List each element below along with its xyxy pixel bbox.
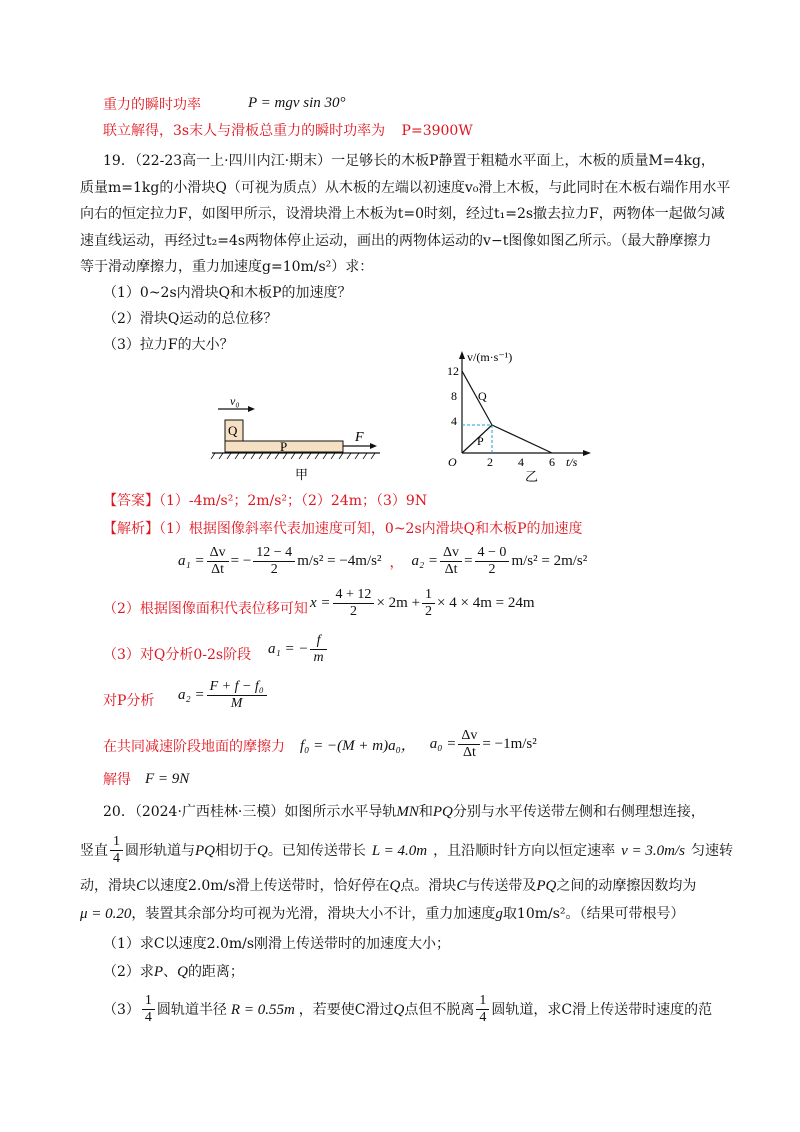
ground-hatch: [211, 453, 375, 459]
q20-sub2: [103, 962, 244, 982]
line-q: [462, 371, 492, 425]
eq-q: [268, 633, 329, 666]
answer-tag: 【答案】: [103, 493, 159, 509]
a0-frac-den: Δt: [462, 745, 476, 760]
q20-s3-frac2: [476, 993, 489, 1026]
answer-text: （1）-4m/s²；2m/s²；（2）24m；（3）9N: [159, 493, 428, 509]
eq-ground: [300, 728, 537, 761]
a2-frac1-num: Δv: [440, 545, 462, 562]
q20-l2a: 竖直: [80, 842, 108, 859]
q-lhs: a₁ = −: [268, 641, 309, 657]
q20-sub3: [103, 993, 712, 1026]
line-p-label: P: [477, 434, 484, 448]
q20-l1a: 20．（2024·广西桂林·三模）如图所示水平导轨: [103, 804, 397, 820]
combine-value: P=3900W: [401, 123, 473, 139]
xtick-4: 4: [518, 455, 524, 469]
q20-mu: μ = 0.20: [80, 906, 132, 922]
q20-s3f: 点但不脱离: [404, 1001, 475, 1018]
x-axis-arrow: [583, 450, 591, 456]
x-rhs: × 4 × 4m = 24m: [437, 595, 535, 611]
a2-lhs: a₂ =: [411, 553, 439, 569]
ground-friction-label: 在共同减速阶段地面的摩擦力: [103, 739, 285, 755]
q20-s2-q: Q: [177, 964, 188, 980]
q20-line2: [80, 834, 733, 867]
a1-rhs: m/s² = −4m/s²: [297, 553, 382, 569]
q20-l4b: ，装置其余部分均可视为光滑，滑块大小不计，重力加速度: [131, 906, 496, 922]
q20-l3g: 与传送带及: [466, 878, 537, 894]
q20-pq: PQ: [432, 804, 453, 820]
a0-frac-num: Δv: [458, 728, 480, 745]
p-lhs: a₂ =: [178, 687, 205, 703]
a1-frac2: [253, 545, 295, 578]
q20-s3a: （3）: [103, 1001, 140, 1018]
analysis-line1: [103, 519, 583, 539]
figure-yi-caption: 乙: [525, 469, 539, 484]
ytick-4: 4: [451, 414, 457, 428]
v0-arrowhead: [248, 406, 255, 412]
q20-l3-pq: PQ: [536, 878, 557, 894]
q20-l2f: 。已知传送带长: [267, 842, 366, 859]
q20-l2-pq: PQ: [195, 842, 215, 859]
q20-l3-q: Q: [389, 878, 401, 894]
q-frac-den: m: [313, 650, 324, 665]
q20-quarter-frac: [110, 834, 123, 867]
x-frac2: [422, 587, 435, 620]
a2-frac1-den: Δt: [444, 562, 458, 577]
a1-mid: = −: [230, 553, 252, 569]
q20-s3-frac-num: 1: [142, 993, 155, 1010]
gravity-power-label: 重力的瞬时功率: [103, 97, 201, 113]
q20-s3b: 圆轨道半径: [156, 1001, 227, 1018]
q20-g: g: [495, 906, 503, 922]
a1-lhs: a₁ =: [178, 553, 205, 569]
q19-line5: 等于滑动摩擦力，重力加速度g=10m/s²）求：: [80, 259, 374, 275]
board-p-label: P: [280, 439, 288, 454]
y-axis-label: v/(m·s⁻¹): [467, 350, 513, 364]
q20-line4: [80, 904, 685, 924]
q20-radius: R = 0.55m: [230, 1001, 295, 1018]
q19-line4: 速直线运动，再经过t₂=4s两物体停止运动，画出的两物体运动的v−t图像如图乙所示。（最大静摩擦力: [80, 233, 712, 249]
analysis-tag: 【解析】: [103, 521, 159, 537]
x-axis-label: t/s: [566, 455, 578, 469]
q20-l2b: 圆形轨道与: [125, 842, 195, 859]
eq-comma: ，: [389, 554, 404, 571]
a2-rhs: m/s² = 2m/s²: [511, 553, 588, 569]
q20-l1c: 和: [418, 804, 433, 820]
xtick-origin: O: [448, 455, 457, 469]
x-frac2-den: 2: [425, 604, 433, 619]
p-frac: [207, 679, 267, 712]
analysis2-text: （2）根据图像面积代表位移可知: [103, 601, 308, 617]
p-frac-num: F + f − f₀: [207, 679, 267, 696]
q19-sub3: （3）拉力F的大小？: [103, 337, 234, 353]
figure-jia: [200, 395, 385, 485]
q20-quarter-num: 1: [110, 834, 123, 851]
q19-sub1: （1）0~2s内滑块Q和木板P的加速度？: [103, 285, 352, 301]
a2-frac2-num: 4 − 0: [475, 545, 510, 562]
q20-l3i: 之间的动摩擦因数均为: [556, 878, 697, 894]
q20-line1: [103, 802, 705, 822]
v0-label: v₀: [230, 395, 240, 408]
x-frac1-num: 4 + 12: [333, 587, 375, 604]
q20-sub1: （1）求C以速度2.0m/s刚滑上传送带时的加速度大小；: [103, 936, 451, 952]
a1-frac1: [207, 545, 229, 578]
p-frac-den: M: [230, 696, 243, 711]
y-axis-arrow: [459, 351, 465, 359]
q20-quarter-den: 4: [113, 851, 120, 866]
figure-yi: [440, 345, 600, 485]
q19-sub2: （2）滑块Q运动的总位移？: [103, 311, 278, 327]
q20-l3-c2: C: [456, 878, 467, 894]
a1-frac1-den: Δt: [211, 562, 225, 577]
q20-s2c: 、: [163, 964, 178, 980]
eq-p: [178, 679, 269, 712]
line-q-label: Q: [478, 389, 487, 403]
q-frac: [310, 633, 326, 666]
q20-l2-q: Q: [257, 842, 268, 859]
q20-mn: MN: [396, 804, 419, 820]
solve-value: F = 9N: [145, 771, 190, 787]
q-frac-num: f: [310, 633, 326, 650]
combine-solve-text: [103, 121, 473, 141]
solve-label: 解得: [103, 772, 131, 788]
force-label: F: [355, 430, 364, 445]
q20-s3-frac2-den: 4: [479, 1010, 487, 1025]
a0-lhs: a₀ =: [429, 736, 457, 752]
q20-s3-frac: [142, 993, 155, 1026]
a1-frac1-num: Δv: [207, 545, 229, 562]
q20-l4d: 取10m/s²。（结果可带根号）: [502, 906, 685, 922]
q20-belt-speed: v = 3.0m/s: [621, 842, 685, 859]
q20-s2a: （2）求: [103, 964, 154, 980]
ground-eq: f₀ = −(M + m)a₀，: [300, 738, 416, 754]
ytick-8: 8: [451, 389, 457, 403]
a1-frac2-den: 2: [270, 562, 278, 577]
q20-l1e: 分别与水平传送带左侧和右侧理想连接，: [452, 804, 705, 820]
q20-line3: [80, 876, 696, 896]
q20-s3d: ，若要使C滑过: [298, 1001, 394, 1018]
x-lhs: x =: [310, 595, 331, 611]
force-arrowhead: [370, 443, 377, 449]
x-frac2-num: 1: [422, 587, 435, 604]
a2-frac1: [440, 545, 462, 578]
q20-l2j: 匀速转: [691, 842, 733, 859]
q20-s2-p: P: [153, 964, 164, 980]
x-frac1: [333, 587, 375, 620]
q20-l3c: 以速度2.0m/s滑上传送带时，恰好停在: [146, 878, 390, 894]
gravity-power-formula: P = mgv sin 30°: [248, 95, 346, 111]
combine-text: 联立解得，3s末人与滑板总重力的瞬时功率为: [103, 123, 386, 139]
block-q-label: Q: [228, 423, 238, 438]
p-analysis-label: 对P分析: [103, 693, 155, 709]
q20-s3-frac2-num: 1: [476, 993, 489, 1010]
analysis3-text: （3）对Q分析0-2s阶段: [103, 647, 252, 663]
ytick-12: 12: [447, 364, 459, 378]
q20-l2h: ，且沿顺时针方向以恒定速率: [433, 842, 616, 859]
x-frac1-den: 2: [349, 604, 357, 619]
xtick-2: 2: [487, 455, 493, 469]
a0-rhs: = −1m/s²: [482, 736, 537, 752]
line-common: [492, 425, 552, 453]
q20-s3-q: Q: [393, 1001, 405, 1018]
figure-jia-caption: 甲: [295, 467, 309, 482]
answer-line: [103, 491, 427, 511]
q20-l3e: 点。滑块: [400, 878, 457, 894]
a1-frac2-num: 12 − 4: [253, 545, 295, 562]
a2-frac2: [475, 545, 510, 578]
q20-l3-c: C: [136, 878, 147, 894]
q20-s3-frac-den: 4: [144, 1010, 152, 1025]
a0-frac: [458, 728, 480, 761]
q20-s2e: 的距离；: [187, 964, 244, 980]
q20-l2d: 相切于: [215, 842, 257, 859]
x-mid: × 2m +: [376, 595, 421, 611]
analysis1-text: （1）根据图像斜率代表加速度可知，0~2s内滑块Q和木板P的加速度: [159, 521, 583, 537]
eq-x: [310, 587, 535, 620]
q20-belt-length: L = 4.0m: [371, 842, 428, 859]
q19-line1: 19．（22-23高一上·四川内江·期末）一足够长的木板P静置于粗糙水平面上，木板的质量M=4kg，: [103, 153, 715, 169]
a2-frac2-den: 2: [488, 562, 496, 577]
xtick-6: 6: [549, 455, 555, 469]
q19-line3: 向右的恒定拉力F，如图甲所示，设滑块滑上木板为t=0时刻，经过t₁=2s撤去拉力F，两物体一起做匀减: [80, 206, 725, 222]
eq-a1-a2: a₁ = $\frac{\Delta v}{\Delta t}$ = − $\frac{12 - 4}{2}$ m/s² = −4m/s² ， a₂ = $\frac{\Delta v}{\Delta t}$ = $\frac{4 - 0}{2}$ m/s² = 2m/s²: [178, 545, 588, 577]
q20-l3a: 动，滑块: [80, 878, 136, 894]
q20-s3g: 圆轨道，求C滑上传送带时速度的范: [491, 1001, 713, 1018]
q19-line2: 质量m=1kg的小滑块Q（可视为质点）从木板的左端以初速度v₀滑上木板，与此同时在木板右端作用水平: [80, 180, 731, 196]
